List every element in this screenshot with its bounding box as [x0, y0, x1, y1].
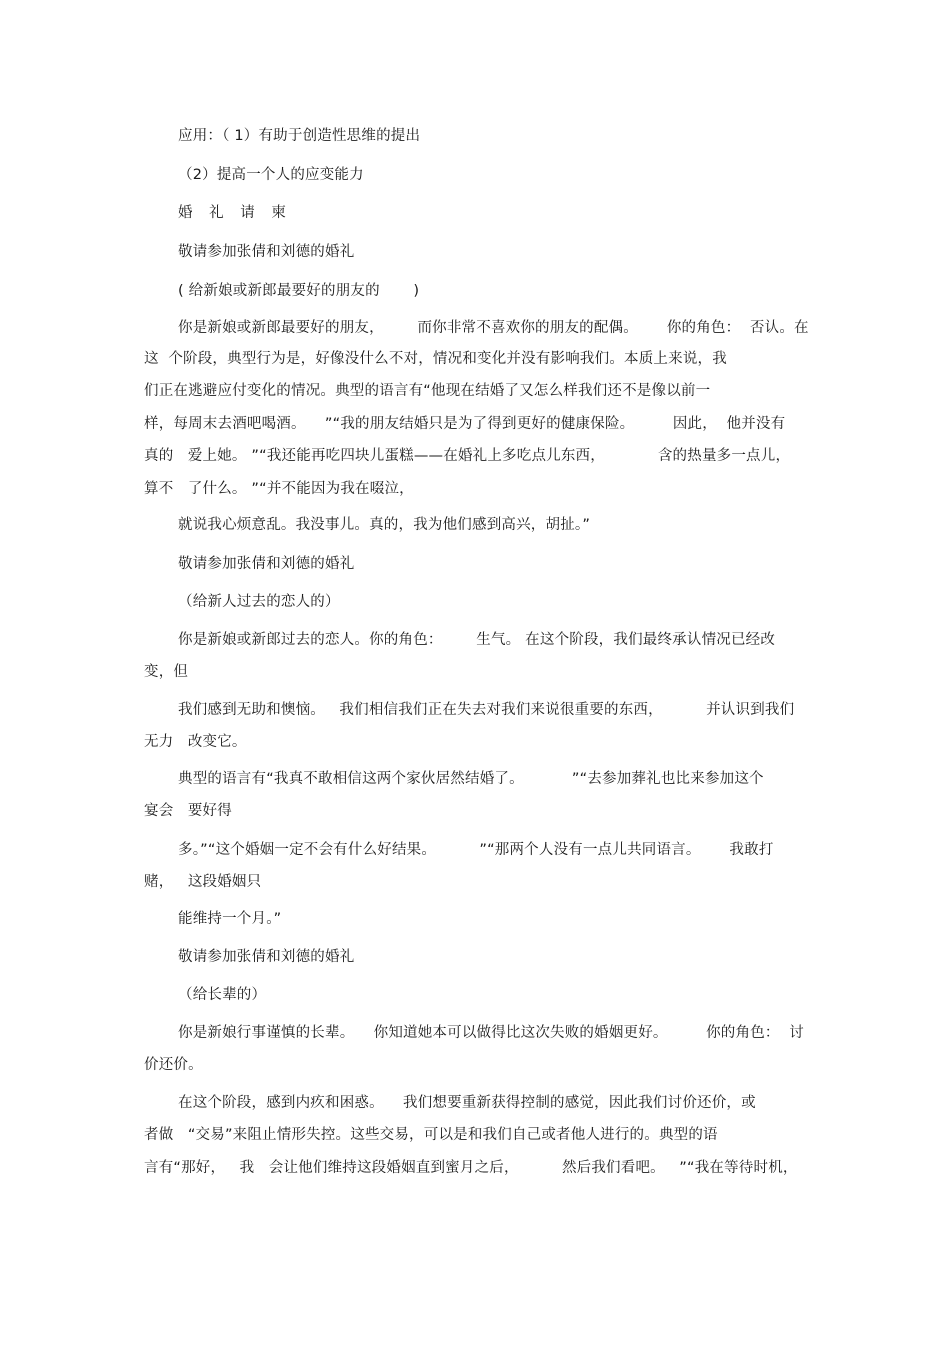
invitation-recipient-2: （给新人过去的恋人的） — [178, 594, 340, 610]
paragraph-3-line-5: 言有“那好， 我 会让他们维持这段婚姻直到蜜月之后， 然后我们看吧。 ”“我在等待时机， — [144, 1160, 798, 1176]
paragraph-1-line-2: 这 个阶段，典型行为是，好像没什么不对，情况和变化并没有影响我们。本质上来说，我 — [144, 351, 727, 367]
paragraph-2-line-9: 能维持一个月。” — [178, 911, 282, 927]
paragraph-3-line-3: 在这个阶段，感到内疚和困惑。 我们想要重新获得控制的感觉，因此我们讨价还价，或 — [178, 1095, 756, 1111]
invitation-heading-1: 敬请参加张倩和刘德的婚礼 — [178, 244, 355, 260]
invitation-recipient-1: ( 给新娘或新郎最要好的朋友的 ) — [178, 283, 420, 299]
paragraph-2-line-1: 你是新娘或新郎过去的恋人。你的角色： 生气。 在这个阶段，我们最终承认情况已经改 — [178, 632, 776, 648]
invitation-heading-3: 敬请参加张倩和刘德的婚礼 — [178, 949, 355, 965]
paragraph-3-line-1: 你是新娘行事谨慎的长辈。 你知道她本可以做得比这次失败的婚姻更好。 你的角色： 讨 — [178, 1025, 804, 1041]
paragraph-1-line-3: 们正在逃避应付变化的情况。典型的语言有“他现在结婚了又怎么样我们还不是像以前一 — [144, 383, 711, 399]
paragraph-2-line-3: 我们感到无助和懊恼。 我们相信我们正在失去对我们来说很重要的东西， 并认识到我们 — [178, 702, 795, 718]
paragraph-2-line-7: 多。”“这个婚姻一定不会有什么好结果。 ”“那两个人没有一点儿共同语言。 我敢打 — [178, 842, 774, 858]
paragraph-2-line-4: 无力 改变它。 — [144, 734, 247, 750]
paragraph-1-line-6: 算不 了什么。 ”“并不能因为我在啜泣， — [144, 481, 414, 497]
paragraph-2-line-5: 典型的语言有“我真不敢相信这两个家伙居然结婚了。 ”“去参加葬礼也比来参加这个 — [178, 771, 764, 787]
paragraph-1-line-5: 真的 爱上她。 ”“我还能再吃四块儿蛋糕——在婚礼上多吃点儿东西， 含的热量多一点儿， — [144, 448, 791, 464]
invitation-title: 婚 礼 请 柬 — [178, 205, 292, 221]
paragraph-2-line-8: 赌， 这段婚姻只 — [144, 874, 262, 890]
paragraph-2-line-2: 变，但 — [144, 664, 189, 680]
paragraph-3-line-4: 者做 “交易”来阻止情形失控。这些交易，可以是和我们自己或者他人进行的。典型的语 — [144, 1127, 718, 1143]
paragraph-2-line-6: 宴会 要好得 — [144, 803, 232, 819]
paragraph-1-line-7: 就说我心烦意乱。我没事儿。真的，我为他们感到高兴，胡扯。” — [178, 517, 591, 533]
paragraph-1-line-4: 样，每周末去酒吧喝酒。 ”“我的朋友结婚只是为了得到更好的健康保险。 因此， 他并没有 — [144, 416, 786, 432]
application-intro: 应用：（ 1）有助于创造性思维的提出 — [178, 128, 421, 144]
invitation-heading-2: 敬请参加张倩和刘德的婚礼 — [178, 556, 355, 572]
paragraph-3-line-2: 价还价。 — [144, 1057, 203, 1073]
application-point-2: （2）提高一个人的应变能力 — [178, 167, 364, 183]
paragraph-1-line-1: 你是新娘或新郎最要好的朋友， 而你非常不喜欢你的朋友的配偶。 你的角色： 否认。在 — [178, 320, 809, 336]
invitation-recipient-3: （给长辈的） — [178, 987, 267, 1003]
